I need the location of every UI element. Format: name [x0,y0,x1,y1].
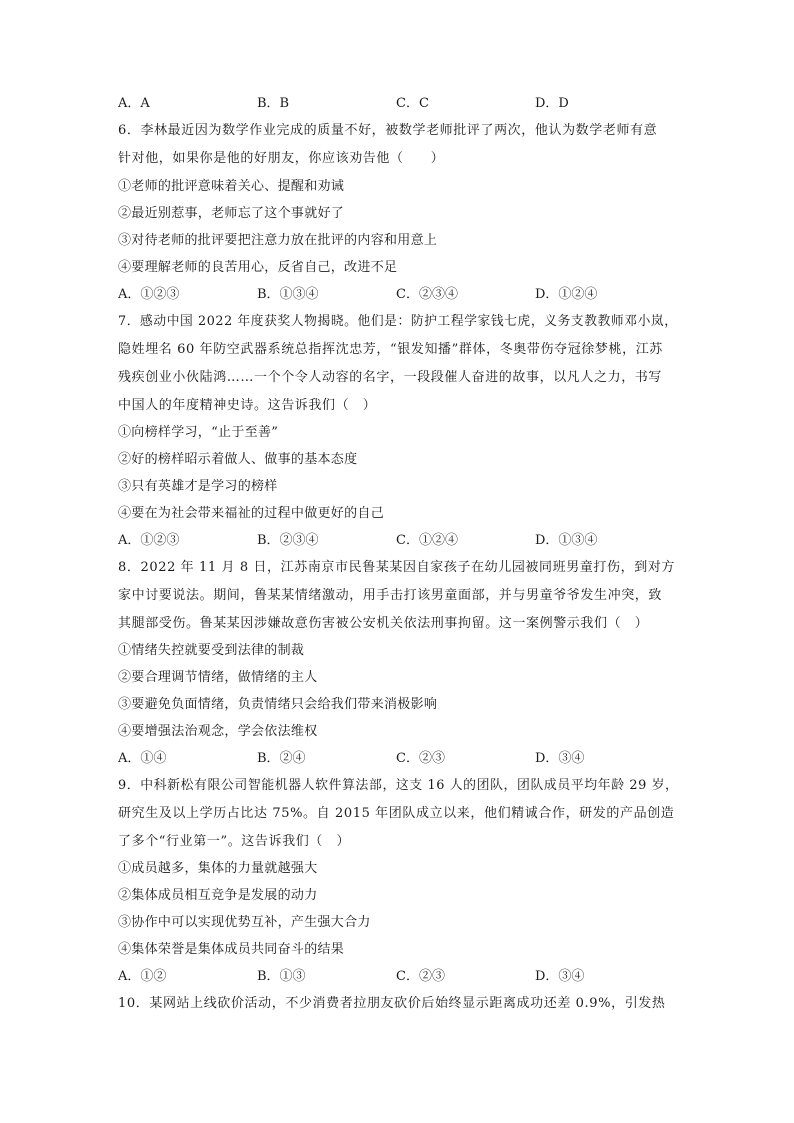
q5-option-b[interactable]: B．B [257,96,290,111]
q6-item-2: ②最近别惹事，老师忘了这个事就好了 [118,206,345,221]
q9-item-2: ②集体成员相互竞争是发展的动力 [118,888,318,903]
q7-item-1: ①向榜样学习，“止于至善” [118,425,279,440]
q8-stem-line-3: 其腿部受伤。鲁某某因涉嫌故意伤害被公安机关依法刑事拘留。这一案例警示我们（ ） [118,616,649,631]
q9-option-c[interactable]: C．②③ [396,969,445,984]
q8-option-a[interactable]: A．①④ [118,751,167,766]
q5-option-c[interactable]: C．C [396,96,429,111]
q7-item-3: ③只有英雄才是学习的榜样 [118,479,278,494]
q7-options [118,531,678,551]
q8-stem-line-1: 8．2022 年 11 月 8 日，江苏南京市民鲁某某因自家孩子在幼儿园被同班男童打伤，到对方 [118,560,676,575]
q6-options [118,285,678,305]
q6-item-3: ③对待老师的批评要把注意力放在批评的内容和用意上 [118,233,438,248]
q5-option-a[interactable]: A．A [118,96,150,111]
q7-stem-line-1: 7．感动中国 2022 年度获奖人物揭晓。他们是：防护工程学家钱七虎，义务支教教师邓小岚， [118,314,678,329]
q7-stem-line-3: 残疾创业小伙陆鸿……一个个令人动容的名字，一段段催人奋进的故事，以凡人之力，书写 [118,370,663,385]
q9-option-d[interactable]: D．③④ [535,969,585,984]
q9-option-a[interactable]: A．①② [118,969,167,984]
q7-option-a[interactable]: A．①②③ [118,533,180,548]
q8-item-1: ①情绪失控就要受到法律的制裁 [118,643,305,658]
q7-option-c[interactable]: C．①②④ [396,533,458,548]
q7-option-d[interactable]: D．①③④ [535,533,598,548]
q8-item-2: ②要合理调节情绪，做情绪的主人 [118,670,318,685]
q7-stem-line-4: 中国人的年度精神史诗。这告诉我们（ ） [118,398,377,413]
q5-option-d[interactable]: D．D [535,96,569,111]
q8-stem-line-2: 家中讨要说法。期间，鲁某某情绪激动，用手击打该男童面部，并与男童爷爷发生冲突，致 [118,588,663,603]
q6-option-a[interactable]: A．①②③ [118,287,180,302]
q8-item-3: ③要避免负面情绪，负责情绪只会给我们带来消极影响 [118,697,438,712]
q6-option-c[interactable]: C．②③④ [396,287,458,302]
q7-stem-line-2: 隐姓埋名 60 年防空武器系统总指挥沈忠芳，“银发知播”群体，冬奥带伤夺冠徐梦桃，江苏 [118,342,663,357]
q6-stem-line-1: 6．李林最近因为数学作业完成的质量不好，被数学老师批评了两次，他认为数学老师有意 [118,123,658,138]
q9-item-3: ③协作中可以实现优势互补，产生强大合力 [118,915,371,930]
q6-item-1: ①老师的批评意味着关心、提醒和劝诫 [118,179,345,194]
q5-options [118,94,678,114]
q8-option-b[interactable]: B．②④ [257,751,306,766]
q7-option-b[interactable]: B．②③④ [257,533,319,548]
q8-options [118,749,678,769]
q6-option-b[interactable]: B．①③④ [257,287,319,302]
q7-item-2: ②好的榜样昭示着做人、做事的基本态度 [118,452,358,467]
q8-option-d[interactable]: D．③④ [535,751,585,766]
q9-stem-line-2: 研究生及以上学历占比达 75%。自 2015 年团队成立以来，他们精诚合作，研发的产品创造 [118,806,675,821]
q10-stem-line-1: 10．某网站上线砍价活动，不少消费者拉朋友砍价后始终显示距离成功还差 0.9%，引发热 [118,996,666,1011]
q9-stem-line-1: 9．中科新松有限公司智能机器人软件算法部，这支 16 人的团队，团队成员平均年龄 29 岁， [118,778,679,793]
q9-item-4: ④集体荣誉是集体成员共同奋斗的结果 [118,942,345,957]
q6-item-4: ④要理解老师的良苦用心，反省自己，改进不足 [118,260,398,275]
q9-stem-line-3: 了多个“行业第一”。这告诉我们（ ） [118,834,351,849]
q9-item-1: ①成员越多，集体的力量就越强大 [118,861,318,876]
q9-options [118,967,678,987]
q6-stem-line-2: 针对他，如果你是他的好朋友，你应该劝告他（ ） [118,151,445,166]
q6-option-d[interactable]: D．①②④ [535,287,598,302]
q8-item-4: ④要增强法治观念，学会依法维权 [118,724,318,739]
q8-option-c[interactable]: C．②③ [396,751,445,766]
q9-option-b[interactable]: B．①③ [257,969,306,984]
q7-item-4: ④要在为社会带来福祉的过程中做更好的自己 [118,506,385,521]
